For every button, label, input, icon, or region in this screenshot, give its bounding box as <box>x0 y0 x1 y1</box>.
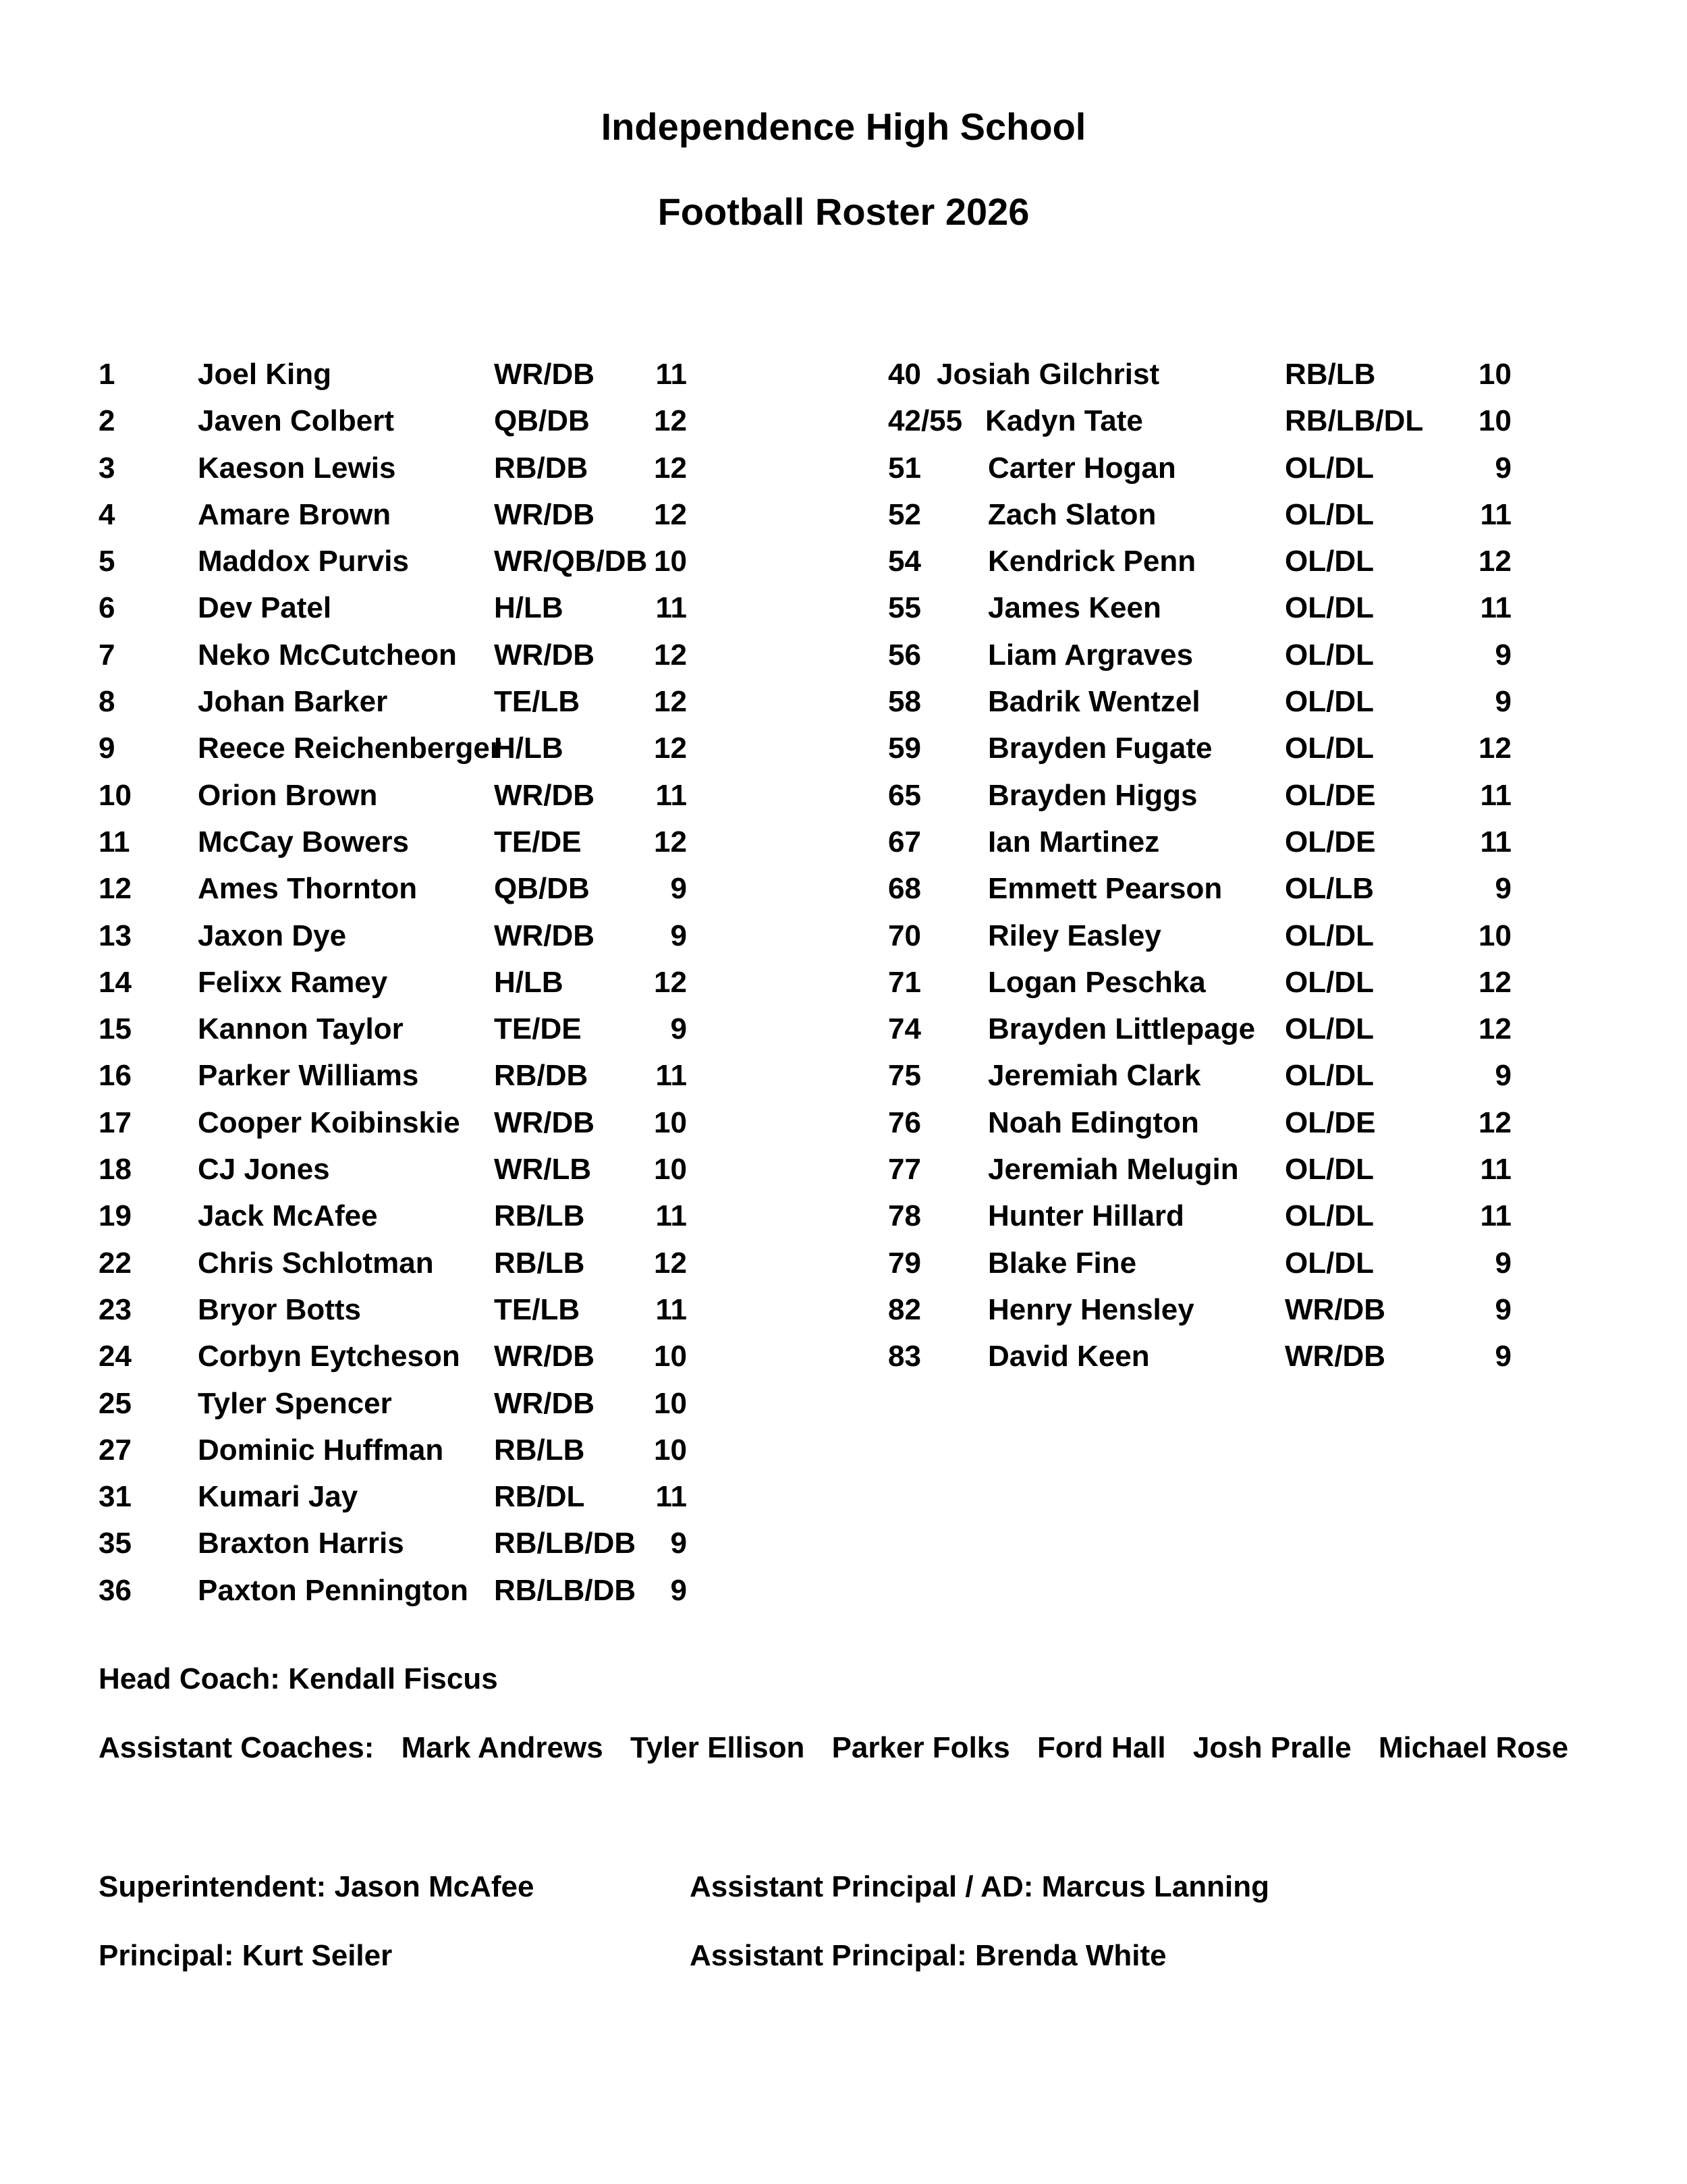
player-position: OL/DL <box>1285 732 1374 765</box>
player-number: 4 <box>99 497 115 531</box>
roster-row <box>888 1052 1522 1099</box>
roster-row <box>99 865 733 912</box>
player-number: 77 <box>888 1153 921 1186</box>
player-grade: 12 <box>654 965 687 999</box>
player-number: 8 <box>99 685 115 719</box>
player-number: 52 <box>888 497 921 531</box>
player-position: WR/QB/DB <box>494 545 648 578</box>
player-grade: 12 <box>654 685 687 719</box>
player-position: TE/LB <box>494 685 580 719</box>
player-grade: 11 <box>655 778 687 812</box>
player-position: RB/LB <box>494 1433 585 1467</box>
player-position: WR/DB <box>1285 1340 1386 1373</box>
player-name: Felixx Ramey <box>198 965 388 999</box>
player-name: Amare Brown <box>198 497 391 531</box>
player-grade: 9 <box>670 872 687 906</box>
player-grade: 9 <box>1495 1246 1512 1280</box>
player-grade: 9 <box>1495 638 1512 672</box>
player-position: RB/DL <box>494 1480 585 1514</box>
player-grade: 9 <box>670 1573 687 1607</box>
player-number: 27 <box>99 1433 132 1467</box>
player-position: WR/DB <box>494 1340 595 1373</box>
roster-row <box>888 351 1522 398</box>
player-number: 36 <box>99 1573 132 1607</box>
player-position: OL/DL <box>1285 1059 1374 1093</box>
roster-row <box>888 1240 1522 1286</box>
player-position: WR/DB <box>1285 1292 1386 1326</box>
player-name: Jack McAfee <box>198 1199 378 1233</box>
player-name: Brayden Littlepage <box>988 1012 1256 1046</box>
player-position: TE/DE <box>494 1012 582 1046</box>
player-name: Javen Colbert <box>198 404 394 438</box>
player-grade: 9 <box>1495 872 1512 906</box>
player-name: Kannon Taylor <box>198 1012 404 1046</box>
player-grade: 9 <box>1495 451 1512 485</box>
roster-right-column <box>888 351 1522 1380</box>
player-number: 54 <box>888 545 921 578</box>
roster-row <box>888 398 1522 444</box>
player-number: 75 <box>888 1059 921 1093</box>
player-number: 14 <box>99 965 132 999</box>
player-number: 78 <box>888 1199 921 1233</box>
player-position: WR/DB <box>494 778 595 812</box>
player-name: Dominic Huffman <box>198 1433 444 1467</box>
player-grade: 11 <box>655 1059 687 1093</box>
player-position: OL/LB <box>1285 872 1374 906</box>
player-number: 65 <box>888 778 921 812</box>
player-name: Emmett Pearson <box>988 872 1223 906</box>
player-number: 56 <box>888 638 921 672</box>
player-name: Maddox Purvis <box>198 545 409 578</box>
player-grade: 11 <box>1480 778 1512 812</box>
player-position: WR/LB <box>494 1153 592 1186</box>
player-name: Ian Martinez <box>988 825 1160 858</box>
roster-row <box>99 1146 733 1193</box>
player-number: 55 <box>888 591 921 625</box>
player-name: Joel King <box>198 358 332 391</box>
roster-row <box>99 491 733 538</box>
assistant-principal: Assistant Principal: Brenda White <box>690 1939 1167 1972</box>
player-position: RB/DB <box>494 1059 588 1093</box>
player-position: RB/LB/DB <box>494 1527 636 1560</box>
player-name: Badrik Wentzel <box>988 685 1200 719</box>
player-number: 5 <box>99 545 115 578</box>
roster-row <box>99 819 733 865</box>
player-position: RB/DB <box>494 451 588 485</box>
player-position: WR/DB <box>494 919 595 952</box>
player-name: Corbyn Eytcheson <box>198 1340 460 1373</box>
player-position: TE/DE <box>494 825 582 858</box>
assistant-coaches <box>99 1729 1568 1767</box>
roster-left-column <box>99 351 733 1614</box>
player-name: Bryor Botts <box>198 1292 362 1326</box>
player-name: Brayden Fugate <box>988 732 1213 765</box>
roster-row <box>888 538 1522 584</box>
player-grade: 10 <box>654 545 687 578</box>
player-position: WR/DB <box>494 1105 595 1139</box>
player-grade: 11 <box>1480 591 1512 625</box>
roster-row <box>99 1520 733 1566</box>
player-grade: 11 <box>1480 1153 1512 1186</box>
principal: Principal: Kurt Seiler <box>99 1939 393 1972</box>
player-number: 70 <box>888 919 921 952</box>
roster-row <box>888 445 1522 491</box>
player-number: 17 <box>99 1105 132 1139</box>
player-grade: 9 <box>1495 685 1512 719</box>
player-name: Orion Brown <box>198 778 378 812</box>
player-position: RB/LB <box>494 1246 585 1280</box>
roster-row <box>99 1006 733 1052</box>
roster-row <box>99 1240 733 1286</box>
roster-row <box>888 1099 1522 1146</box>
player-position: OL/DL <box>1285 1153 1374 1186</box>
player-name: Noah Edington <box>988 1105 1199 1139</box>
player-position: OL/DE <box>1285 778 1376 812</box>
player-position: OL/DL <box>1285 497 1374 531</box>
roster-row <box>99 1333 733 1380</box>
assistant-coach: Michael Rose <box>1378 1731 1569 1764</box>
roster-row <box>888 959 1522 1006</box>
school-title: Independence High School <box>601 105 1086 148</box>
player-name: Cooper Koibinskie <box>198 1105 460 1139</box>
player-grade: 9 <box>670 1012 687 1046</box>
player-position: QB/DB <box>494 872 590 906</box>
player-number: 10 <box>99 778 132 812</box>
player-grade: 10 <box>654 1433 687 1467</box>
assistant-coach: Tyler Ellison <box>630 1731 805 1764</box>
roster-row <box>888 1286 1522 1333</box>
player-grade: 10 <box>1478 404 1512 438</box>
player-grade: 11 <box>1480 1199 1512 1233</box>
player-name: Blake Fine <box>988 1246 1137 1280</box>
player-position: OL/DL <box>1285 1246 1374 1280</box>
player-number: 12 <box>99 872 132 906</box>
player-position: WR/DB <box>494 1386 595 1420</box>
player-position: OL/DL <box>1285 965 1374 999</box>
player-number: 13 <box>99 919 132 952</box>
roster-row <box>888 865 1522 912</box>
player-grade: 12 <box>1478 545 1512 578</box>
assistant-coach: Mark Andrews <box>401 1731 603 1764</box>
head-coach: Head Coach: Kendall Fiscus <box>99 1662 498 1695</box>
player-grade: 9 <box>1495 1059 1512 1093</box>
player-position: OL/DL <box>1285 638 1374 672</box>
player-number: 71 <box>888 965 921 999</box>
superintendent: Superintendent: Jason McAfee <box>99 1870 534 1903</box>
player-position: OL/DL <box>1285 591 1374 625</box>
player-name: Jeremiah Clark <box>988 1059 1201 1093</box>
player-name: Henry Hensley <box>988 1292 1194 1326</box>
roster-row <box>888 491 1522 538</box>
roster-row <box>888 1146 1522 1193</box>
roster-row <box>99 1380 733 1427</box>
roster-row <box>99 1286 733 1333</box>
player-name: Ames Thornton <box>198 872 418 906</box>
player-grade: 12 <box>1478 1012 1512 1046</box>
player-number: 83 <box>888 1340 921 1373</box>
player-position: OL/DE <box>1285 825 1376 858</box>
player-position: RB/LB <box>494 1199 585 1233</box>
player-position: OL/DL <box>1285 1012 1374 1046</box>
player-name: Hunter Hillard <box>988 1199 1184 1233</box>
player-name: Riley Easley <box>988 919 1161 952</box>
roster-row <box>888 678 1522 725</box>
player-name: Jaxon Dye <box>198 919 347 952</box>
player-number: 9 <box>99 732 115 765</box>
roster-row <box>99 1099 733 1146</box>
roster-row <box>99 351 733 398</box>
player-name: Kumari Jay <box>198 1480 358 1514</box>
player-position: OL/DE <box>1285 1105 1376 1139</box>
player-number: 40 <box>888 358 921 391</box>
roster-row <box>99 1193 733 1239</box>
roster-row <box>888 632 1522 678</box>
player-grade: 12 <box>654 1246 687 1280</box>
player-number: 35 <box>99 1527 132 1560</box>
player-grade: 11 <box>655 591 687 625</box>
player-position: WR/DB <box>494 358 595 391</box>
player-number: 51 <box>888 451 921 485</box>
player-name: Braxton Harris <box>198 1527 404 1560</box>
player-name: Jeremiah Melugin <box>988 1153 1239 1186</box>
assistant-principal-ad: Assistant Principal / AD: Marcus Lanning <box>690 1870 1269 1903</box>
roster-row <box>99 1052 733 1099</box>
player-number: 15 <box>99 1012 132 1046</box>
player-number: 2 <box>99 404 115 438</box>
player-number: 7 <box>99 638 115 672</box>
player-number: 16 <box>99 1059 132 1093</box>
roster-row <box>99 538 733 584</box>
player-number: 58 <box>888 685 921 719</box>
player-number: 82 <box>888 1292 921 1326</box>
player-position: RB/LB <box>1285 358 1376 391</box>
player-grade: 10 <box>654 1340 687 1373</box>
player-number: 24 <box>99 1340 132 1373</box>
player-name: Chris Schlotman <box>198 1246 434 1280</box>
player-name: Logan Peschka <box>988 965 1206 999</box>
roster-row <box>99 632 733 678</box>
roster-row <box>888 725 1522 771</box>
roster-row <box>888 1333 1522 1380</box>
player-grade: 10 <box>1478 358 1512 391</box>
player-grade: 12 <box>654 638 687 672</box>
player-name: James Keen <box>988 591 1161 625</box>
roster-row <box>888 584 1522 631</box>
player-name: Kendrick Penn <box>988 545 1196 578</box>
roster-row <box>99 1473 733 1520</box>
player-name: Carter Hogan <box>988 451 1176 485</box>
player-number: 22 <box>99 1246 132 1280</box>
player-name: Kaeson Lewis <box>198 451 396 485</box>
player-grade: 11 <box>1480 825 1512 858</box>
player-name: Liam Argraves <box>988 638 1194 672</box>
player-number: 23 <box>99 1292 132 1326</box>
player-number: 76 <box>888 1105 921 1139</box>
player-name: Tyler Spencer <box>198 1386 392 1420</box>
player-name: CJ Jones <box>198 1153 330 1186</box>
player-number: 25 <box>99 1386 132 1420</box>
assistant-coach: Ford Hall <box>1036 1731 1166 1764</box>
assistant-coach: Parker Folks <box>831 1731 1010 1764</box>
player-grade: 9 <box>1495 1340 1512 1373</box>
player-name: David Keen <box>988 1340 1150 1373</box>
roster-row <box>888 1193 1522 1239</box>
roster-row <box>99 398 733 444</box>
player-grade: 10 <box>1478 919 1512 952</box>
player-position: TE/LB <box>494 1292 580 1326</box>
player-name: Johan Barker <box>198 685 388 719</box>
roster-row <box>99 725 733 771</box>
player-position: OL/DL <box>1285 545 1374 578</box>
player-position: WR/DB <box>494 638 595 672</box>
player-name: Reece Reichenberger <box>198 732 501 765</box>
player-position: H/LB <box>494 591 563 625</box>
player-number: 11 <box>99 825 130 858</box>
player-number: 59 <box>888 732 921 765</box>
player-position: H/LB <box>494 965 563 999</box>
player-number: 3 <box>99 451 115 485</box>
roster-row <box>99 445 733 491</box>
player-number: 79 <box>888 1246 921 1280</box>
player-name: Paxton Pennington <box>198 1573 468 1607</box>
player-grade: 12 <box>654 732 687 765</box>
player-position: WR/DB <box>494 497 595 531</box>
player-grade: 12 <box>1478 965 1512 999</box>
player-number: 68 <box>888 872 921 906</box>
player-position: OL/DL <box>1285 451 1374 485</box>
player-position: RB/LB/DB <box>494 1573 636 1607</box>
player-position: QB/DB <box>494 404 590 438</box>
player-grade: 10 <box>654 1153 687 1186</box>
roster-row <box>99 678 733 725</box>
player-grade: 12 <box>1478 732 1512 765</box>
assistant-coaches-label: Assistant Coaches: <box>99 1731 375 1764</box>
player-name: Neko McCutcheon <box>198 638 457 672</box>
player-number: 67 <box>888 825 921 858</box>
player-position: H/LB <box>494 732 563 765</box>
player-name: Zach Slaton <box>988 497 1157 531</box>
player-number: 74 <box>888 1012 921 1046</box>
roster-row <box>99 912 733 959</box>
player-name: McCay Bowers <box>198 825 410 858</box>
player-name: Parker Williams <box>198 1059 419 1093</box>
player-position: RB/LB/DL <box>1285 404 1424 438</box>
player-position: OL/DL <box>1285 1199 1374 1233</box>
roster-row <box>99 772 733 819</box>
player-number: 19 <box>99 1199 132 1233</box>
player-number: 1 <box>99 358 115 391</box>
player-grade: 9 <box>1495 1292 1512 1326</box>
player-name: Dev Patel <box>198 591 332 625</box>
roster-row <box>99 1567 733 1614</box>
player-grade: 10 <box>654 1105 687 1139</box>
player-grade: 10 <box>654 1386 687 1420</box>
roster-row <box>888 819 1522 865</box>
player-grade: 11 <box>655 1199 687 1233</box>
roster-row <box>888 1006 1522 1052</box>
assistant-coach: Josh Pralle <box>1192 1731 1352 1764</box>
roster-row <box>888 912 1522 959</box>
roster-row <box>888 772 1522 819</box>
roster-title: Football Roster 2026 <box>657 190 1030 233</box>
roster-row <box>99 584 733 631</box>
roster-row <box>99 959 733 1006</box>
player-position: OL/DL <box>1285 919 1374 952</box>
player-position: OL/DL <box>1285 685 1374 719</box>
player-number: 42/55 <box>888 404 963 438</box>
player-grade: 12 <box>654 825 687 858</box>
player-grade: 12 <box>1478 1105 1512 1139</box>
player-number: 18 <box>99 1153 132 1186</box>
player-number: 31 <box>99 1480 132 1514</box>
player-grade: 11 <box>655 1480 687 1514</box>
player-name: Josiah Gilchrist <box>937 358 1160 391</box>
player-grade: 9 <box>670 1527 687 1560</box>
player-grade: 11 <box>655 358 687 391</box>
player-grade: 11 <box>1480 497 1512 531</box>
player-grade: 11 <box>655 1292 687 1326</box>
player-number: 6 <box>99 591 115 625</box>
player-name: Kadyn Tate <box>985 404 1143 438</box>
player-name: Brayden Higgs <box>988 778 1198 812</box>
player-grade: 12 <box>654 497 687 531</box>
roster-row <box>99 1427 733 1473</box>
player-grade: 12 <box>654 404 687 438</box>
player-grade: 9 <box>670 919 687 952</box>
player-grade: 12 <box>654 451 687 485</box>
